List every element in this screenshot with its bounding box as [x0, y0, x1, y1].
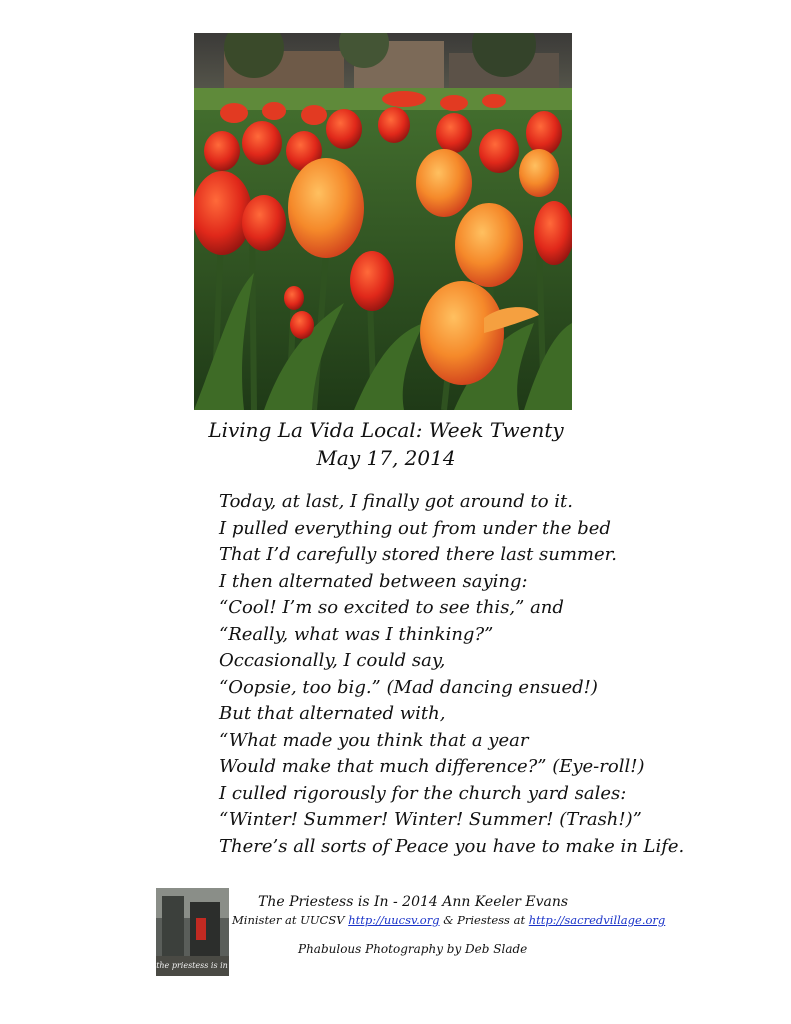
poem-line: That I’d carefully stored there last summer. [219, 544, 618, 565]
poem-line: I then alternated between saying: [219, 570, 528, 592]
uucsv-link[interactable]: http://uucsv.org [348, 913, 440, 927]
poem-line: I pulled everything out from under the bed [219, 517, 611, 539]
poem-line: “Cool! I’m so excited to see this,” and [219, 597, 564, 618]
title-heading: Living La Vida Local: Week Twenty [208, 418, 564, 442]
poem-line: I culled rigorously for the church yard sales: [219, 782, 627, 804]
poem-line: There’s all sorts of Peace you have to make in Life. [219, 835, 685, 857]
poem-line: “Oopsie, too big.” (Mad dancing ensued!) [219, 676, 598, 698]
sacredvillage-link[interactable]: http://sacredvillage.org [528, 913, 666, 927]
poem-body [219, 489, 689, 860]
poem-line: Occasionally, I could say, [219, 650, 446, 671]
photo-credit: Phabulous Photography by Deb Slade [298, 942, 528, 956]
poem-line: Would make that much difference?” (Eye-roll!) [219, 756, 645, 777]
priestess-label: & Priestess at [443, 913, 526, 927]
title-date: May 17, 2014 [316, 446, 456, 470]
priestess-logo [156, 888, 229, 976]
credit-line: The Priestess is In - 2014 Ann Keeler Evans [258, 894, 569, 910]
affiliation-line [232, 913, 665, 927]
tulip-photo [194, 33, 572, 410]
poem-line: “Winter! Summer! Winter! Summer! (Trash!)” [219, 809, 642, 830]
poem-line: Today, at last, I finally got around to it. [219, 491, 573, 512]
poem-title [196, 416, 576, 472]
poem-line: “Really, what was I thinking?” [219, 623, 494, 645]
logo-text: the priestess is in [156, 961, 228, 970]
poem-line: “What made you think that a year [219, 729, 529, 751]
poem-line: But that alternated with, [219, 703, 446, 724]
minister-label: Minister at UUCSV [232, 913, 345, 927]
